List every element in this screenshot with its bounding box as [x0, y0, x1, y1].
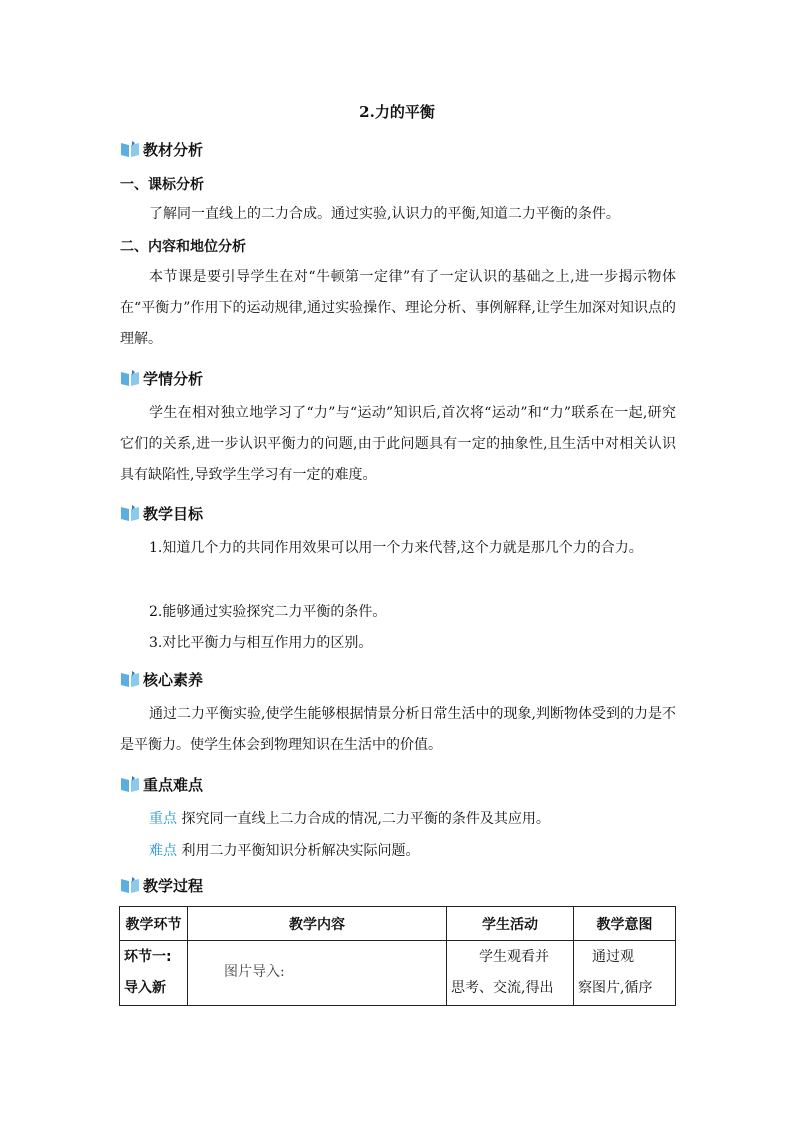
difficulty-text: 利用二力平衡知识分析解决实际问题。	[181, 843, 420, 859]
table-row	[120, 941, 676, 1006]
key-point-text: 探究同一直线上二力合成的情况,二力平衡的条件及其应用。	[181, 811, 550, 827]
section-label: 重点难点	[143, 775, 204, 794]
section-heading-literacy	[120, 668, 203, 690]
paragraph-content: 本节课是要引导学生在对“牛顿第一定律”有了一定认识的基础之上,进一步揭示物体在“平衡力”作用下的运动规律,通过实验操作、理论分析、事例解释,让学生加深对知识点的理解。	[120, 269, 676, 347]
stage-line-2: 导入新	[124, 980, 166, 996]
table-header-cell: 学生活动	[447, 907, 574, 941]
section-label: 学情分析	[143, 369, 204, 388]
open-book-icon	[120, 670, 140, 688]
key-point-label: 重点	[149, 811, 177, 827]
difficulty-line	[149, 840, 419, 862]
open-book-icon	[120, 775, 140, 793]
open-book-icon	[120, 504, 140, 522]
section-heading-process	[120, 874, 203, 896]
intent-line-1: 通过观	[592, 949, 634, 965]
goal-item-2: 2.能够通过实验探究二力平衡的条件。	[149, 604, 387, 620]
page-title: 2.力的平衡	[359, 103, 435, 121]
open-book-icon	[120, 876, 140, 894]
table-header-row	[120, 907, 676, 941]
paragraph-curriculum: 了解同一直线上的二力合成。通过实验,认识力的平衡,知道二力平衡的条件。	[149, 206, 620, 222]
table-cell-activity	[447, 941, 574, 1006]
intent-line-2: 察图片,循序	[578, 980, 653, 996]
table-cell-stage	[120, 941, 188, 1006]
section-label: 核心素养	[143, 670, 204, 689]
table-cell-intent	[574, 941, 676, 1006]
teaching-process-table	[119, 906, 676, 1006]
key-point-line	[149, 808, 550, 830]
table-header-cell: 教学环节	[120, 907, 188, 941]
stage-line-1: 环节一:	[124, 949, 172, 965]
section-heading-keypoints	[120, 773, 203, 795]
activity-line-1: 学生观看并	[479, 949, 549, 965]
table-cell-content	[188, 941, 447, 1006]
paragraph-students: 学生在相对独立地学习了“力”与“运动”知识后,首次将“运动”和“力”联系在一起,研究它们的关系,进一步认识平衡力的问题,由于此问题具有一定的抽象性,且生活中对相关认识具有缺陷性,导致学生学习有一定的难度。	[120, 405, 676, 483]
goal-item-1: 1.知道几个力的共同作用效果可以用一个力来代替,这个力就是那几个力的合力。	[149, 540, 643, 556]
open-book-icon	[120, 140, 140, 158]
subheading-content: 二、内容和地位分析	[120, 239, 246, 255]
paragraph-literacy: 通过二力平衡实验,使学生能够根据情景分析日常生活中的现象,判断物体受到的力是不是平衡力。使学生体会到物理知识在生活中的价值。	[120, 706, 676, 753]
section-label: 教材分析	[143, 140, 204, 159]
goal-item-3: 3.对比平衡力与相互作用力的区别。	[149, 635, 373, 651]
difficulty-label: 难点	[149, 843, 177, 859]
table-header-cell: 教学内容	[188, 907, 447, 941]
section-heading-goals	[120, 502, 203, 524]
subheading-curriculum: 一、课标分析	[120, 177, 204, 193]
open-book-icon	[120, 369, 140, 387]
section-label: 教学目标	[143, 504, 204, 523]
table-header-cell: 教学意图	[574, 907, 676, 941]
section-label: 教学过程	[143, 876, 204, 895]
content-text: 图片导入:	[224, 964, 285, 980]
activity-line-2: 思考、交流,得出	[451, 980, 554, 996]
section-heading-textbook	[120, 138, 203, 160]
section-heading-students	[120, 367, 203, 389]
